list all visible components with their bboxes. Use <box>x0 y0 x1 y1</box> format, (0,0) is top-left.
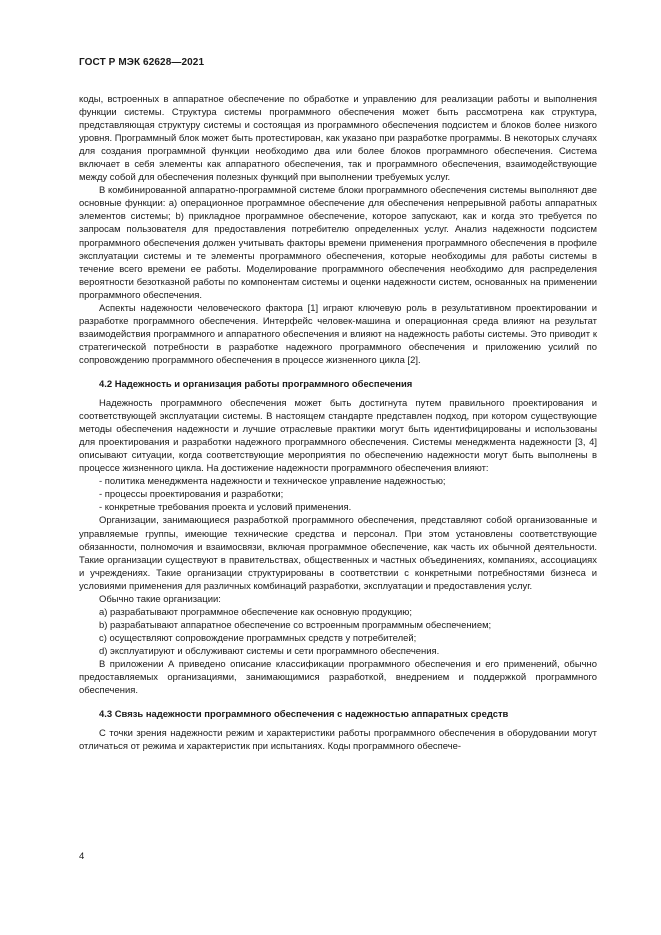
section-4-2-paragraph-1: Надежность программного обеспечения может быть достигнута путем правильного проектирования и соответствующей эксплуатации системы. В настоящем стандарте представлен подход, при котором существующие методы обеспечения надежности и лучшие отраслевые практики могут быть идентифицированы и использованы для проектирования и разработки надежного программного обеспечения. Системы менеджмента надежности [3, 4] описывают ситуации, когда соответствующие мероприятия по обеспечению надежности могут быть выполнены в процессе жизненного цикла. На достижение надежности программного обеспечения влияют: <box>79 398 597 475</box>
paragraph-intro-continued: коды, встроенных в аппаратное обеспечение по обработке и управлению для реализации работы и выполнения функции системы. Структура системы программного обеспечения может быть рассмотрена как структура, представляющая структуру системы и состоящая из программного обеспечения подсистем и блоков более низкого уровня. Программный блок может быть протестирован, как указано при разработке программы. В некоторых случаях для создания программной функции необходимо два или более блоков программного обеспечения. Система включает в себя элементы как аппаратного обеспечения, так и программного обеспечения, взаимодействующие между собой для обеспечения полезных функций при выполнении требуемых услуг. <box>79 94 597 184</box>
section-4-2-paragraph-3: Обычно такие организации: <box>99 593 221 605</box>
section-4-3-heading: 4.3 Связь надежности программного обеспечения с надежностью аппаратных средств <box>99 709 509 721</box>
document-header: ГОСТ Р МЭК 62628—2021 <box>79 57 205 68</box>
section-4-2-heading: 4.2 Надежность и организация работы программного обеспечения <box>99 378 413 390</box>
section-4-2-paragraph-4: В приложении А приведено описание классификации программного обеспечения и его применений, обычно предоставляемых организациями, занимающимися разработкой, внедрением и поддержкой программного обеспечения. <box>79 658 597 697</box>
list-item: - конкретные требования проекта и условий применения. <box>79 501 597 514</box>
section-4-2-paragraph-2: Организации, занимающиеся разработкой программного обеспечения, представляют собой организованные и управляемые группы, имеющие технические средства и персонал. При этом установлены соответствующие обязанности, полномочия и взаимосвязи, включая программное обеспечение, как часть их обычной деятельности. Такие организации существуют в правительствах, общественных и частных объединениях, компаниях, ассоциациях и учреждениях. Такие организации структурированы в соответствии с конкретными потребностями бизнеса и условиями применения для различных комбинаций разработки, эксплуатации и предоставления услуг. <box>79 515 597 592</box>
paragraph-combined-system: В комбинированной аппаратно-программной системе блоки программного обеспечения системы выполняют две основные функции: а) операционное программное обеспечение для обеспечения непрерывной работы аппаратных элементов системы; b) прикладное программное обеспечение, которое запускают, как и когда это требуется по запросам пользователя для предоставления потребителю определенных услуг. Анализ надежности подсистем программного обеспечения должен учитывать факторы времени применения программного обеспечения в профиле эксплуатации системы и те элементы программного обеспечения, которые необходимы для работы системы в течение всего времени ее работы. Моделирование программного обеспечения необходимо для распределения вероятности безотказной работы по компонентам системы и оценки надежности систем, основанных на применении программного обеспечения. <box>79 185 597 301</box>
page-number: 4 <box>79 851 85 862</box>
section-4-3-paragraph-1: С точки зрения надежности режим и характеристики работы программного обеспечения в оборудовании могут отличаться от режима и характеристик при испытаниях. Коды программного обеспече- <box>79 728 597 753</box>
page-content <box>79 93 597 753</box>
list-item: d) эксплуатируют и обслуживают системы и сети программного обеспечения. <box>99 645 440 657</box>
list-item: b) разрабатывают аппаратное обеспечение со встроенным программным обеспечением; <box>99 619 492 631</box>
list-item: c) осуществляют сопровождение программных средств у потребителей; <box>99 632 417 644</box>
influence-factors-list <box>79 475 597 514</box>
list-item: a) разрабатывают программное обеспечение как основную продукцию; <box>99 606 413 618</box>
paragraph-human-factor: Аспекты надежности человеческого фактора [1] играют ключевую роль в результативном проектировании и разработке программного обеспечения. Интерфейс человек-машина и операционная среда влияют на результат взаимодействия программного и аппаратного обеспечения и влияют на надежность работы системы. Это приводит к стратегической потребности в разработке надежного программного обеспечения и приложению усилий по сопровождению программного обеспечения в процессе жизненного цикла [2]. <box>79 302 597 366</box>
list-item: - процессы проектирования и разработки; <box>79 488 597 501</box>
organization-activities-list <box>79 606 597 658</box>
list-item: - политика менеджмента надежности и техническое управление надежностью; <box>79 475 597 488</box>
